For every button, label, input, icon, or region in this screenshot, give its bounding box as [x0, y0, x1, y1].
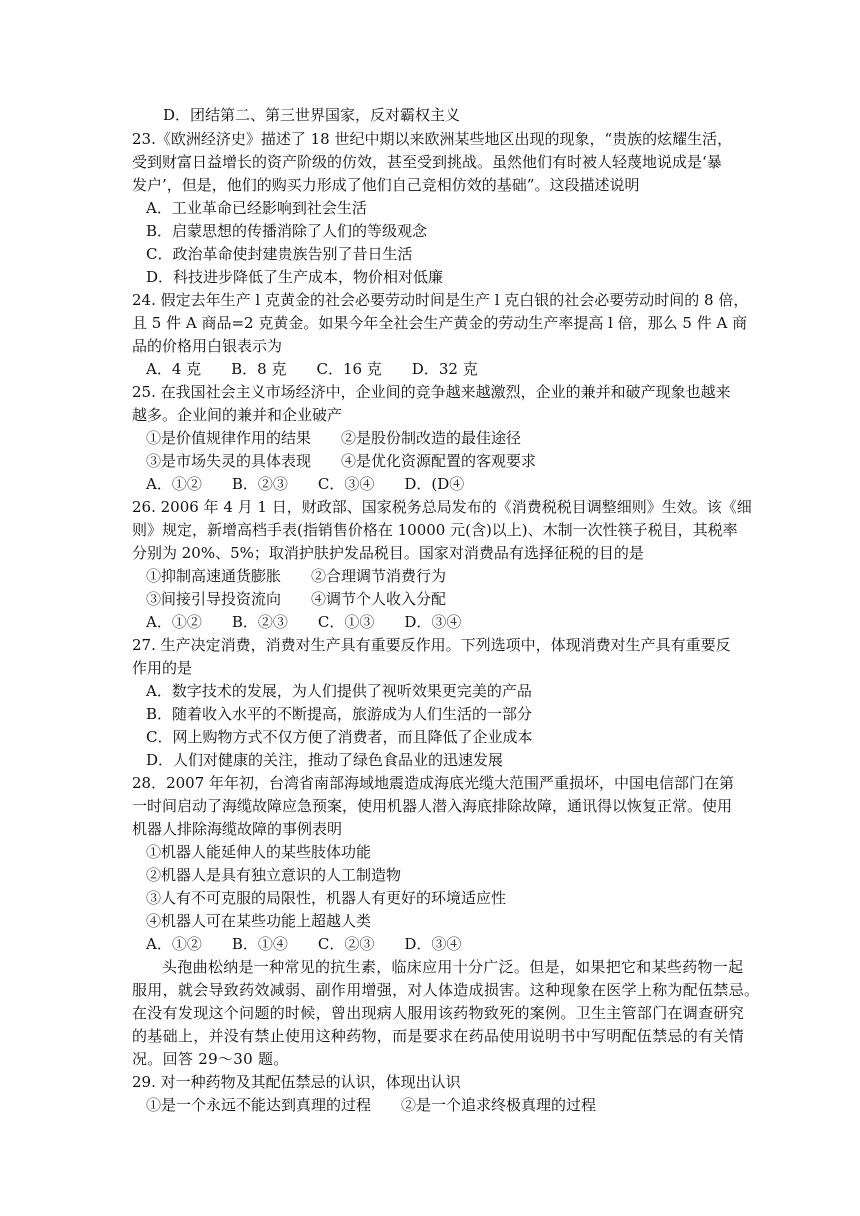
q25-options: A．①② B．②③ C．③④ D．(D④ [146, 475, 465, 493]
q23-option-d: D．科技进步降低了生产成本，物价相对低廉 [146, 268, 444, 286]
q23-option-c: C．政治革命使封建贵族告别了昔日生活 [146, 245, 413, 263]
q23-option-b: B．启蒙思想的传播消除了人们的等级观念 [146, 222, 428, 240]
q26-stem-line-1: 26. 2006 年 4 月 1 日，财政部、国家税务总局发布的《消费税税目调整细则》生效。该《细 [132, 498, 752, 516]
q27-stem-line-2: 作用的是 [132, 659, 193, 677]
q29-stem: 29. 对一种药物及其配伍禁忌的认识，体现出认识 [132, 1073, 461, 1091]
q26-stem-line-3: 分别为 20%、5%；取消护肤护发品税目。国家对消费品有选择征税的目的是 [132, 544, 644, 562]
q28-statement-3: ③人有不可克服的局限性，机器人有更好的环境适应性 [146, 889, 507, 907]
q26-statements-1: ①抑制高速通货膨胀 ②合理调节消费行为 [146, 567, 447, 585]
reading-passage-line-3: 在没有发现这个问题的时候，曾出现病人服用该药物致死的案例。卫生主管部门在调查研究 [132, 1004, 745, 1022]
q28-statement-1: ①机器人能延伸人的某些肢体功能 [146, 843, 372, 861]
q26-stem-line-2: 则》规定，新增高档手表(指销售价格在 10000 元(含)以上)、木制一次性筷子税目，其税率 [132, 521, 738, 539]
q25-stem-line-1: 25. 在我国社会主义市场经济中，企业间的竞争越来越激烈，企业的兼并和破产现象也越来 [132, 383, 731, 401]
q28-statement-2: ②机器人是具有独立意识的人工制造物 [146, 866, 402, 884]
q25-stem-line-2: 越多。企业间的兼并和企业破产 [132, 406, 343, 424]
q28-stem-line-1: 28．2007 年年初，台湾省南部海域地震造成海底光缆大范围严重损坏，中国电信部门在第 [132, 774, 735, 792]
q28-options: A．①② B．①④ C．②③ D．③④ [146, 935, 462, 953]
reading-passage-line-1: 头孢曲松纳是一种常见的抗生素，临床应用十分广泛。但是，如果把它和某些药物一起 [162, 958, 744, 976]
q25-statements-1: ①是价值规律作用的结果 ②是股份制改造的最佳途径 [146, 429, 522, 447]
q26-options: A．①② B．②③ C．①③ D．③④ [146, 613, 462, 631]
q24-stem-line-3: 品的价格用白银表示为 [132, 337, 283, 355]
q28-stem-line-3: 机器人排除海缆故障的事例表明 [132, 820, 343, 838]
q23-stem-line-3: 发户’，但是，他们的购买力形成了他们自己竞相仿效的基础”。这段描述说明 [132, 176, 640, 194]
q27-stem-line-1: 27. 生产决定消费，消费对生产具有重要反作用。下列选项中，体现消费对生产具有重要反 [132, 636, 731, 654]
q27-option-a: A．数字技术的发展，为人们提供了视听效果更完美的产品 [146, 682, 532, 700]
q23-stem-line-1: 23.《欧洲经济史》描述了 18 世纪中期以来欧洲某些地区出现的现象，“贵族的炫耀生活， [132, 130, 733, 148]
q25-statements-2: ③是市场失灵的具体表现 ④是优化资源配置的客观要求 [146, 452, 537, 470]
reading-passage-line-5: 况。回答 29～30 题。 [132, 1050, 289, 1068]
reading-passage-line-2: 服用，就会导致药效减弱、副作用增强，对人体造成损害。这种现象在医学上称为配伍禁忌。 [132, 981, 760, 999]
q29-statements-1: ①是一个永远不能达到真理的过程 ②是一个追求终极真理的过程 [146, 1096, 597, 1114]
q27-option-b: B．随着收入水平的不断提高，旅游成为人们生活的一部分 [146, 705, 533, 723]
q24-stem-line-2: 且 5 件 A 商品=2 克黄金。如果今年全社会生产黄金的劳动生产率提高 l 倍，那么 5 件 A 商 [132, 314, 748, 332]
q26-statements-2: ③间接引导投资流向 ④调节个人收入分配 [146, 590, 447, 608]
q28-stem-line-2: 一时间启动了海缆故障应急预案，使用机器人潜入海底排除故障，通讯得以恢复正常。使用 [132, 797, 733, 815]
q22-option-d: D．团结第二、第三世界国家，反对霸权主义 [163, 106, 461, 124]
q28-statement-4: ④机器人可在某些功能上超越人类 [146, 912, 372, 930]
q23-stem-line-2: 受到财富日益增长的资产阶级的仿效，甚至受到挑战。虽然他们有时被人轻蔑地说成是‘暴 [132, 153, 722, 171]
reading-passage-line-4: 的基础上，并没有禁止使用这种药物，而是要求在药品使用说明书中写明配伍禁忌的有关情 [132, 1027, 745, 1045]
q24-options: A．4 克 B．8 克 C．16 克 D．32 克 [146, 360, 478, 378]
q27-option-c: C．网上购物方式不仅方便了消费者，而且降低了企业成本 [146, 728, 533, 746]
q24-stem-line-1: 24. 假定去年生产 l 克黄金的社会必要劳动时间是生产 l 克白银的社会必要劳动时间的 8 倍， [132, 291, 749, 309]
q23-option-a: A．工业革命已经影响到社会生活 [146, 199, 367, 217]
q27-option-d: D．人们对健康的关注，推动了绿色食品业的迅速发展 [146, 751, 504, 769]
